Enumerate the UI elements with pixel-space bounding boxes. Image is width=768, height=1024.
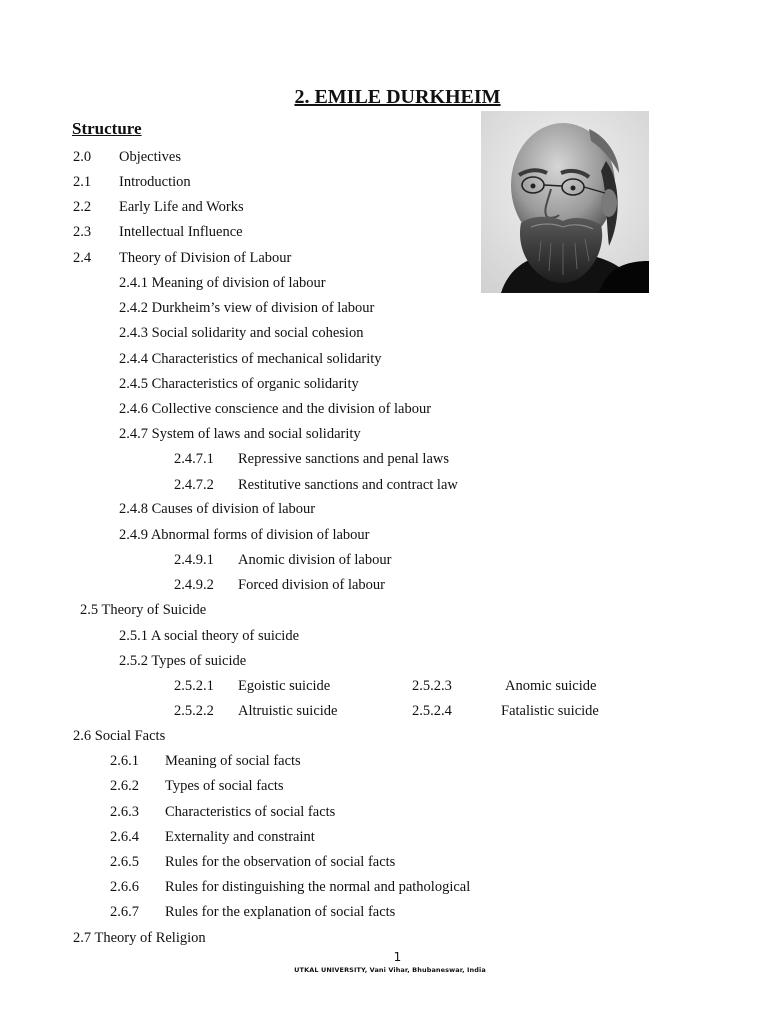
toc-number: 2.4.7.1 — [174, 451, 214, 467]
toc-number: 2.6.6 — [110, 879, 139, 895]
toc-label: Externality and constraint — [165, 829, 315, 845]
toc-label: Theory of Division of Labour — [119, 250, 292, 266]
toc-label: Fatalistic suicide — [501, 703, 599, 719]
toc-entry: 2.6 Social Facts — [73, 728, 166, 744]
toc-label: Objectives — [119, 149, 182, 165]
toc-label: Anomic suicide — [505, 678, 597, 694]
toc-number: 2.4.7.2 — [174, 477, 214, 493]
toc-number: 2.6.2 — [110, 778, 139, 794]
structure-heading: Structure — [72, 119, 142, 138]
toc-number: 2.5.2.4 — [412, 703, 452, 719]
toc-entry: 2.4.4 Characteristics of mechanical solidarity — [119, 351, 382, 367]
toc-entry: 2.5 Theory of Suicide — [80, 602, 207, 618]
toc-entry: 2.5.2 Types of suicide — [119, 653, 247, 669]
toc-entry: 2.4.8 Causes of division of labour — [119, 501, 316, 517]
toc-label: Intellectual Influence — [119, 224, 243, 240]
toc-number: 2.0 — [73, 149, 92, 165]
toc-number: 2.6.5 — [110, 854, 139, 870]
toc-entry: 2.4.1 Meaning of division of labour — [119, 275, 326, 291]
toc-number: 2.4.9.2 — [174, 577, 214, 593]
page-footer: UTKAL UNIVERSITY, Vani Vihar, Bhubaneswar, India — [294, 966, 486, 974]
toc-entry: 2.4.6 Collective conscience and the division of labour — [119, 401, 432, 417]
toc-number: 2.6.3 — [110, 804, 139, 820]
toc-label: Meaning of social facts — [165, 753, 301, 769]
toc-label: Rules for the observation of social facts — [165, 854, 396, 870]
toc-number: 2.5.2.2 — [174, 703, 214, 719]
toc-label: Early Life and Works — [119, 199, 244, 215]
toc-entry: 2.7 Theory of Religion — [73, 930, 206, 946]
toc-number: 2.5.2.3 — [412, 678, 452, 694]
chapter-title: 2. EMILE DURKHEIM — [294, 86, 501, 108]
toc-label: Altruistic suicide — [238, 703, 338, 719]
toc-label: Rules for the explanation of social facts — [165, 904, 396, 920]
toc-number: 2.1 — [73, 174, 92, 190]
toc-number: 2.5.2.1 — [174, 678, 214, 694]
toc-number: 2.2 — [73, 199, 92, 215]
toc-label: Types of social facts — [165, 778, 284, 794]
toc-label: Forced division of labour — [238, 577, 385, 593]
toc-number: 2.3 — [73, 224, 92, 240]
toc-label: Egoistic suicide — [238, 678, 331, 694]
toc-number: 2.6.4 — [110, 829, 139, 845]
toc-entry: 2.4.3 Social solidarity and social cohesion — [119, 325, 364, 341]
toc-entry: 2.4.7 System of laws and social solidarity — [119, 426, 361, 442]
toc-entry: 2.4.9 Abnormal forms of division of labour — [119, 527, 370, 543]
toc-number: 2.6.1 — [110, 753, 139, 769]
toc-label: Rules for distinguishing the normal and pathological — [165, 879, 471, 895]
toc-entry: 2.4.5 Characteristics of organic solidarity — [119, 376, 359, 392]
toc-label: Restitutive sanctions and contract law — [238, 477, 458, 493]
toc-number: 2.4 — [73, 250, 92, 266]
toc-entry: 2.4.2 Durkheim’s view of division of labour — [119, 300, 375, 316]
toc-entry: 2.5.1 A social theory of suicide — [119, 628, 300, 644]
toc-label: Repressive sanctions and penal laws — [238, 451, 450, 467]
toc-label: Anomic division of labour — [238, 552, 392, 568]
durkheim-portrait — [481, 111, 649, 293]
toc-label: Characteristics of social facts — [165, 804, 336, 820]
toc-label: Introduction — [119, 174, 191, 190]
toc-number: 2.6.7 — [110, 904, 139, 920]
toc-number: 2.4.9.1 — [174, 552, 214, 568]
page-number: 1 — [393, 950, 402, 964]
